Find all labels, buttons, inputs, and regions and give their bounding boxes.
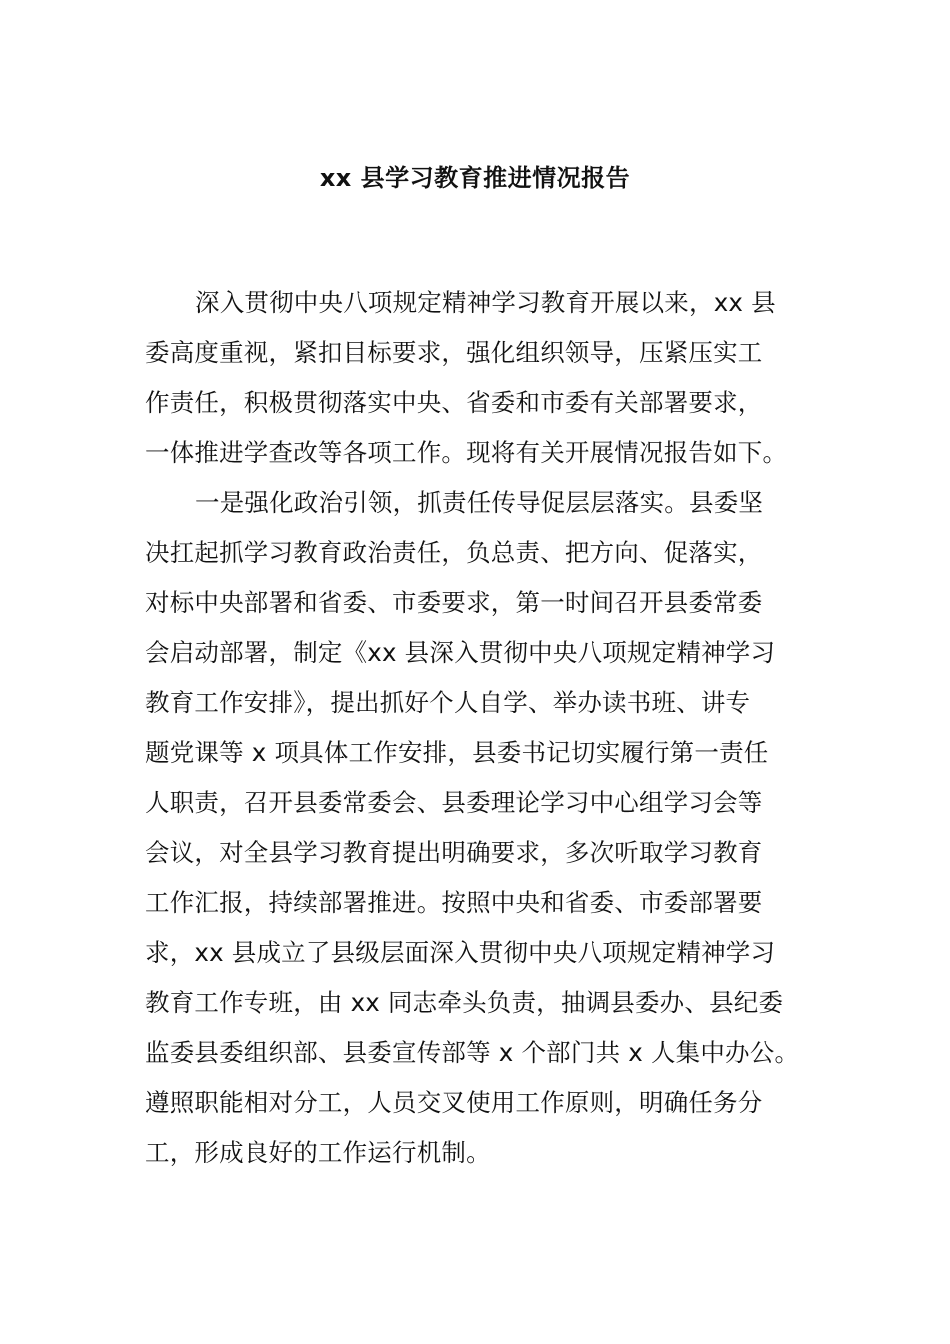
paragraph-2-line-9: 工作汇报，持续部署推进。按照中央和省委、市委部署要 (145, 888, 763, 917)
paragraph-2-line-5: 教育工作安排》，提出抓好个人自学、举办读书班、讲专 (145, 688, 751, 717)
paragraph-1-line-1: 深入贯彻中央八项规定精神学习教育开展以来，xx 县 (195, 288, 776, 317)
paragraph-2-line-4: 会启动部署，制定《xx 县深入贯彻中央八项规定精神学习 (145, 638, 776, 667)
paragraph-2-line-6: 题党课等 x 项具体工作安排，县委书记切实履行第一责任 (145, 738, 769, 767)
paragraph-2-line-11: 教育工作专班，由 xx 同志牵头负责，抽调县委办、县纪委 (145, 988, 784, 1017)
paragraph-1-line-3: 作责任，积极贯彻落实中央、省委和市委有关部署要求， (145, 388, 763, 417)
paragraph-2-line-8: 会议，对全县学习教育提出明确要求，多次听取学习教育 (145, 838, 763, 867)
document-body (145, 287, 835, 1187)
paragraph-2-line-7: 人职责，召开县委常委会、县委理论学习中心组学习会等 (145, 788, 763, 817)
paragraph-2-line-1: 一是强化政治引领，抓责任传导促层层落实。县委坚 (195, 488, 764, 517)
paragraph-2-line-3: 对标中央部署和省委、市委要求，第一时间召开县委常委 (145, 588, 763, 617)
paragraph-2-line-12: 监委县委组织部、县委宣传部等 x 个部门共 x 人集中办公。 (145, 1038, 800, 1067)
paragraph-2-line-2: 决扛起抓学习教育政治责任，负总责、把方向、促落实， (145, 538, 763, 567)
document-title: xx 县学习教育推进情况报告 (319, 164, 631, 192)
paragraph-1-line-4: 一体推进学查改等各项工作。现将有关开展情况报告如下。 (145, 438, 788, 467)
paragraph-2-line-13: 遵照职能相对分工，人员交叉使用工作原则，明确任务分 (145, 1088, 763, 1117)
paragraph-2-line-14: 工，形成良好的工作运行机制。 (145, 1138, 491, 1167)
paragraph-1-line-2: 委高度重视，紧扣目标要求，强化组织领导，压紧压实工 (145, 338, 763, 367)
paragraph-2-line-10: 求，xx 县成立了县级层面深入贯彻中央八项规定精神学习 (145, 938, 776, 967)
